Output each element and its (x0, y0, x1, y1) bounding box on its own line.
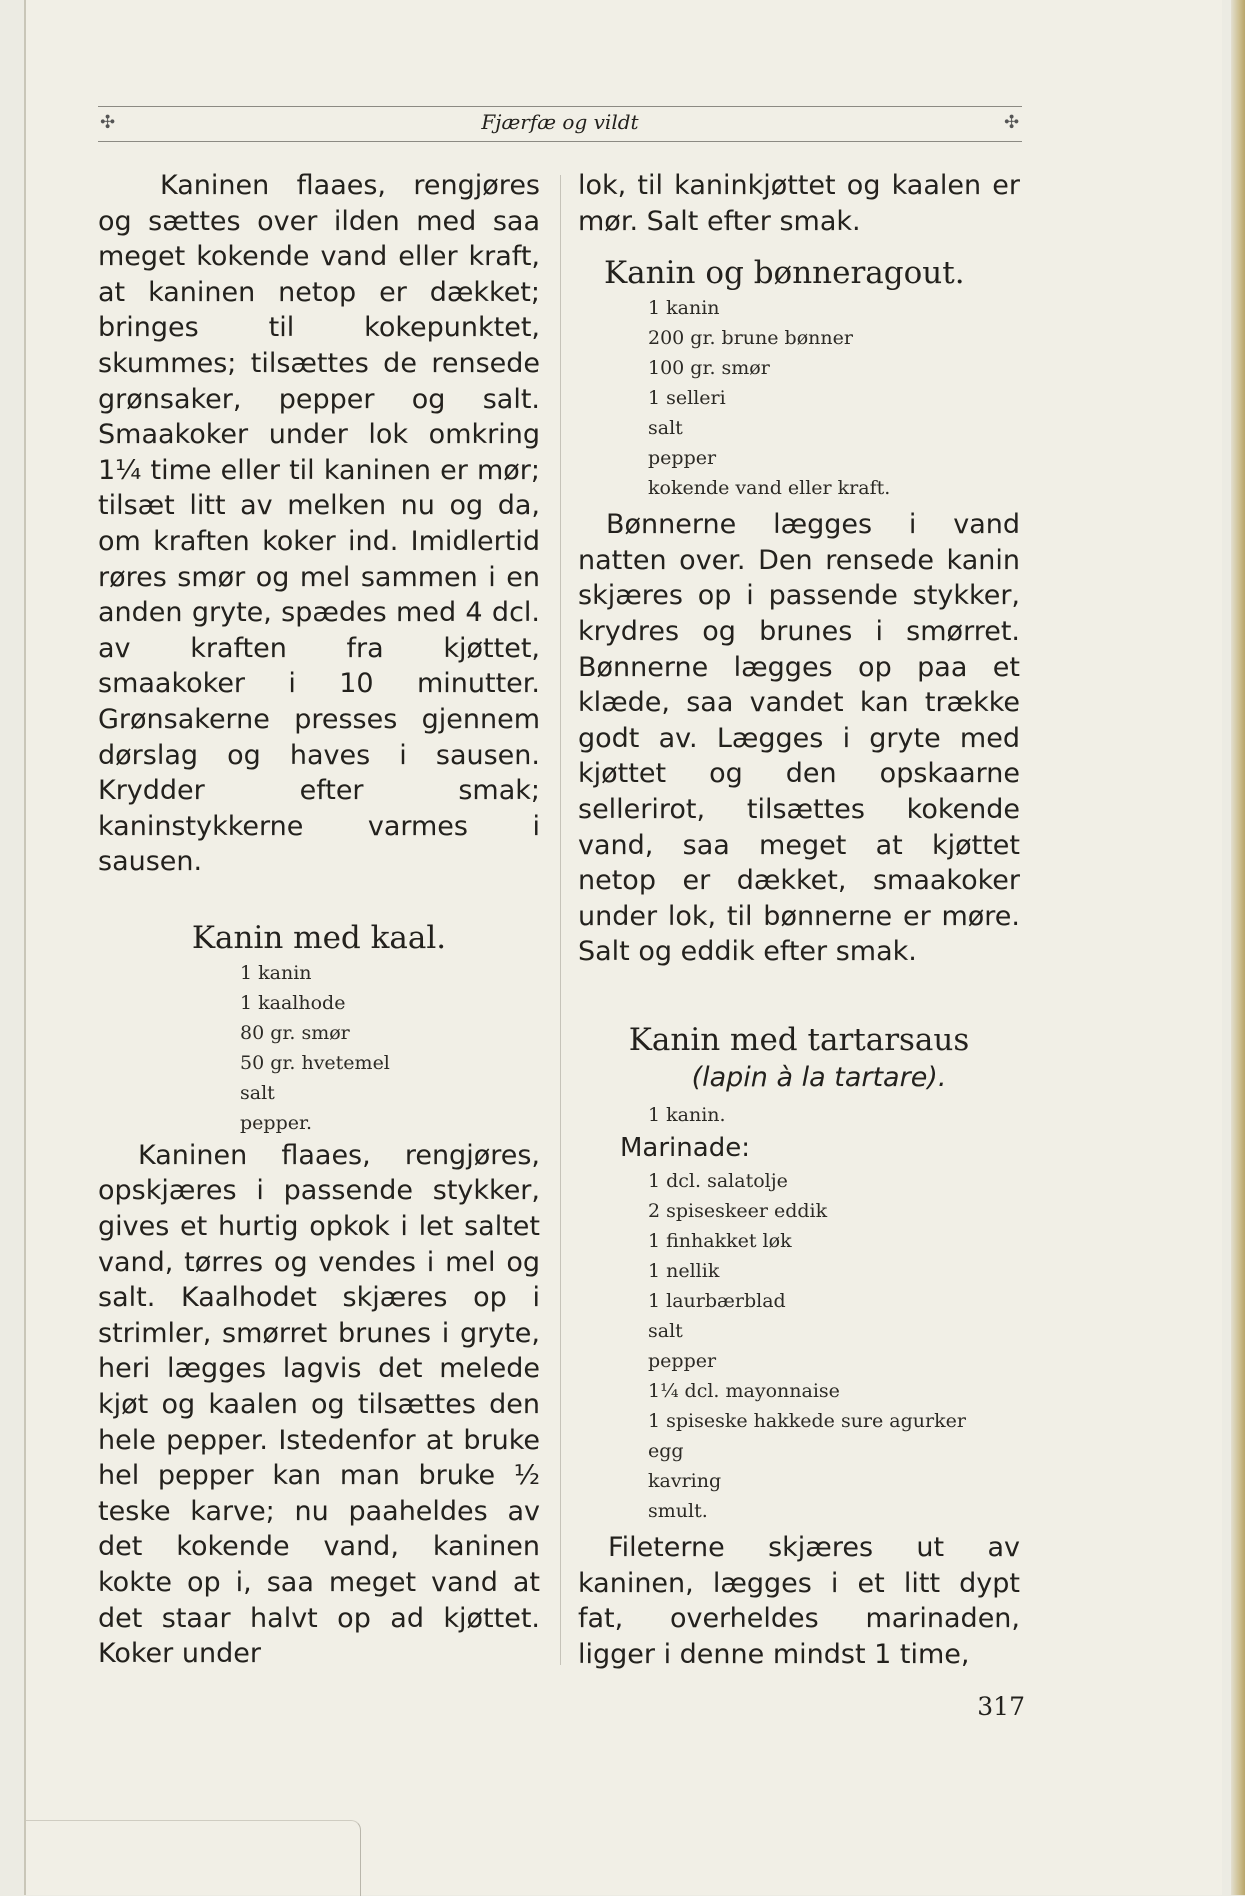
page-number: 317 (977, 1692, 1025, 1721)
ingredient-item: 1 kaalhode (240, 991, 346, 1014)
recipe-text: Kaninen flaaes, rengjøres, opskjæres i passende stykker, gives et hurtig opkok i let saltet vand, tørres og vendes i mel og salt. Kaalhodet skjæres op i strimler, smørret brunes i gryte, heri lægges lagvis det melede kjøt og kaalen og tilsættes den hele pepper. Istedenfor at bruke hel pepper kan man bruke ½ teske karve; nu paaheldes av det kokende vand, kaninen kokte op i, saa meget vand at det staar halvt op ad kjøttet. Koker under (98, 1139, 540, 1670)
header-ornament-left: ✣ (100, 112, 116, 133)
header-rule-bottom (98, 141, 1022, 142)
header-ornament-right: ✣ (1004, 112, 1020, 133)
right-column (578, 168, 1020, 1672)
ingredient-item: salt (240, 1081, 275, 1104)
ingredient-item: 1 kanin (648, 297, 720, 320)
ingredient-item: 1 nellik (648, 1259, 720, 1282)
ingredient-list-first (578, 1100, 1020, 1130)
ingredient-item: 1 finhakket løk (648, 1229, 792, 1252)
ingredient-item: pepper (648, 447, 717, 470)
ingredient-item: 1 dcl. salatolje (648, 1169, 788, 1192)
ingredient-item: 100 gr. smør (648, 357, 770, 380)
recipe-title: Kanin med tartarsaus (628, 1021, 970, 1058)
ingredient-item: 1 kanin (240, 961, 312, 984)
ingredient-item: kokende vand eller kraft. (648, 477, 891, 500)
ingredient-item: 1 selleri (648, 387, 726, 410)
ingredient-item: salt (648, 417, 683, 440)
left-column (98, 168, 540, 1672)
ingredient-item: salt (648, 1319, 683, 1342)
ingredient-item: 1¼ dcl. mayonnaise (648, 1379, 840, 1402)
ingredient-item: 200 gr. brune bønner (648, 327, 853, 350)
ingredient-item: kavring (648, 1469, 722, 1492)
book-edge (1231, 0, 1245, 1895)
recipe-continued-text: lok, til kaninkjøttet og kaalen er mør. Salt efter smak. (578, 170, 1020, 237)
recipe-continued-text: Kaninen flaaes, rengjøres og sættes over ilden med saa meget kokende vand eller kraft, at kaninen netop er dækket; bringes til kokepunktet, skummes; tilsættes de rensede grønsaker, pepper og salt. Smaakoker under lok omkring 1¼ time eller til kaninen er mør; tilsæt litt av melken nu og da, om kraften koker ind. Imidlertid røres smør og mel sammen i en anden gryte, spædes med 4 dcl. av kraften fra kjøttet, smaakoker i 10 minutter. Grønsakerne presses gjennem dørslag og haves i sausen. Krydder efter smak; kaninstykkerne varmes i sausen. (98, 170, 540, 878)
ingredient-item: 1 spiseske hakkede sure agurker (648, 1409, 966, 1432)
page-tab-outline (26, 1820, 361, 1896)
ingredient-item: 1 kanin. (648, 1103, 726, 1126)
running-header: Fjærfæ og vildt (481, 110, 639, 134)
ingredient-item: egg (648, 1439, 684, 1462)
recipe-text: Fileterne skjæres ut av kaninen, lægges i et litt dypt fat, overheldes marinaden, ligger i denne mindst 1 time, (578, 1531, 1020, 1670)
recipe-title: Kanin med kaal. (191, 919, 447, 956)
ingredient-list (98, 958, 540, 1138)
ingredient-item: pepper (648, 1349, 717, 1372)
ingredient-list (578, 1166, 1020, 1526)
ingredient-list (578, 293, 1020, 503)
header-rule-top (98, 106, 1022, 107)
ingredient-item: pepper. (240, 1111, 313, 1134)
ingredient-item: 2 spiseskeer eddik (648, 1199, 828, 1222)
recipe-title: Kanin og bønneragout. (604, 255, 965, 292)
column-divider (560, 175, 561, 1665)
ingredient-item: 50 gr. hvetemel (240, 1051, 390, 1074)
recipe-subtitle: (lapin à la tartare). (691, 1061, 947, 1093)
recipe-text: Bønnerne lægges i vand natten over. Den rensede kanin skjæres op i passende stykker, krydres og brunes i smørret. Bønnerne lægges op paa et klæde, saa vandet kan trække godt av. Lægges i gryte med kjøttet og den opskaarne sellerirot, tilsættes kokende vand, saa meget at kjøttet netop er dækket, smaakoker under lok, til bønnerne er møre. Salt og eddik efter smak. (578, 509, 1020, 968)
marinade-label: Marinade: (620, 1132, 750, 1163)
ingredient-item: smult. (648, 1499, 708, 1522)
ingredient-item: 80 gr. smør (240, 1021, 350, 1044)
ingredient-item: 1 laurbærblad (648, 1289, 786, 1312)
